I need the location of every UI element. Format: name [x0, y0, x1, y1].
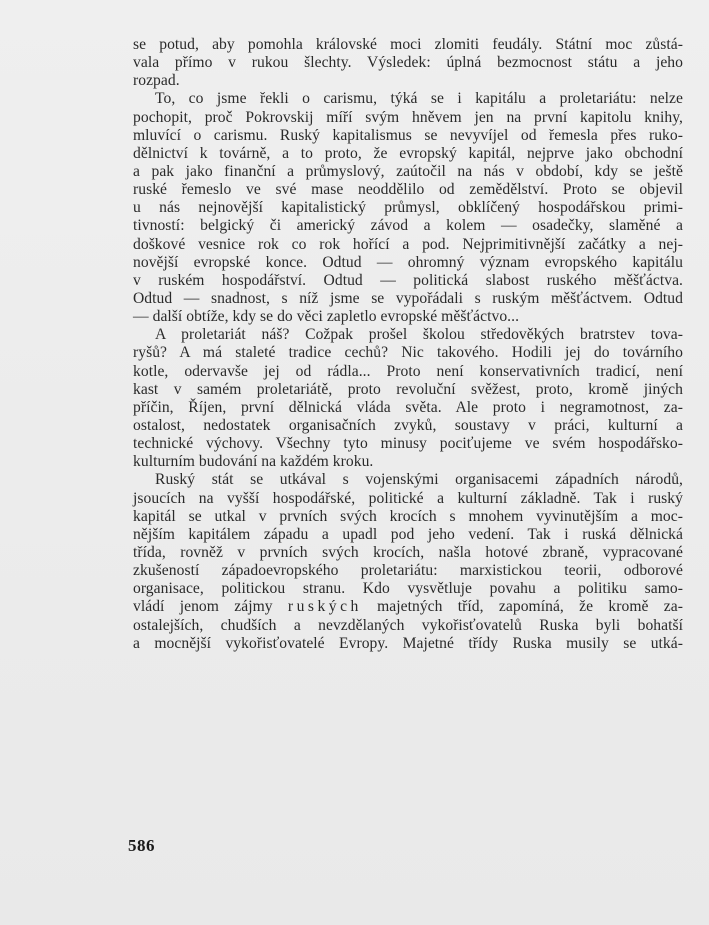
text-line: kulturním budování na každém kroku. [133, 453, 374, 471]
text-fragment: vládí jenom zájmy [133, 598, 288, 616]
text-line: ruské řemeslo ve své mase neoddělilo od zemědělství. Proto se objevil [133, 181, 683, 199]
text-line: a mocnější vykořisťovatelé Evropy. Majetné třídy Ruska musily se utká- [133, 634, 683, 652]
text-line: se potud, aby pomohla královské moci zlomiti feudály. Státní moc zůstá- [133, 36, 683, 53]
body-text [133, 36, 683, 653]
text-line: Odtud — snadnost, s níž jsme se vypořádali s ruským měšťáctvem. Odtud [133, 289, 683, 307]
text-line: — další obtíže, kdy se do věci zapletlo evropské měšťáctvo... [133, 308, 520, 326]
paragraph-first-line: Ruský stát se utkával s vojenskými organisacemi západních národů, [155, 471, 683, 489]
text-line: a pak jako finanční a průmyslový, zaútočil na nás v období, kdy se ještě [133, 162, 683, 180]
text-line: dělnictví k továrně, a to proto, že evropský kapitál, nejprve jako obchodní [133, 144, 683, 162]
text-fragment: majetných tříd, zapomíná, že kromě za- [361, 598, 683, 616]
text-line: v ruském hospodářství. Odtud — politická slabost ruského měšťáctva. [133, 271, 683, 289]
text-line: nějším kapitálem západu a upadl pod jeho vedení. Tak i ruská dělnická [133, 525, 683, 543]
text-line: pochopit, proč Pokrovskij míří svým hněvem jen na první kapitolu knihy, [133, 108, 683, 126]
text-line: kotle, odervavše jej od rádla... Proto není konservativních tradicí, není [133, 362, 683, 380]
text-line: doškové vesnice rok co rok hořící a pod. Nejprimitivnější začátky a nej- [133, 235, 683, 253]
text-line: ostalejších, chudších a nevzdělaných vykořisťovatelů Ruska byli bohatší [133, 616, 683, 634]
text-line: tivností: belgický či americký závod a kolem — osadečky, slaměné a [133, 217, 683, 235]
paragraph-first-line: A proletariát náš? Cožpak prošel školou středověkých bratrstev tova- [155, 326, 683, 344]
text-line: u nás nejnovější kapitalistický průmysl, obklíčený hospodářskou primi- [133, 199, 683, 217]
text-line: ryšů? A má staleté tradice cechů? Nic takového. Hodili jej do továrního [133, 344, 683, 362]
text-line: mluvící o carismu. Ruský kapitalismus se nevyvíjel od řemesla přes ruko- [133, 126, 683, 144]
text-line: novější evropské konce. Odtud — ohromný význam evropského kapitálu [133, 253, 683, 271]
text-line: ostalost, nedostatek organisačních zvyků, soustavy v práci, kulturní a [133, 416, 683, 434]
page-number: 586 [128, 836, 155, 855]
text-line: příčin, Říjen, první dělnická vláda světa. Ale proto i negramotnost, za- [133, 398, 683, 416]
text-line: kapitál se utkal v prvních svých krocích s mnohem vyvinutějším a moc- [133, 507, 683, 525]
text-line: jsoucích na vyšší hospodářské, politické a kulturní základně. Tak i ruský [133, 489, 683, 507]
text-line [133, 598, 683, 616]
text-line: organisace, politickou stranu. Kdo vysvětluje povahu a politiku samo- [133, 580, 683, 598]
text-line: zkušeností západoevropského proletariátu: marxistickou teorii, odborové [133, 562, 683, 580]
text-line: rozpad. [133, 72, 180, 90]
text-line: kast v samém proletariátě, proto revoluční svěžest, proto, kromě jiných [133, 380, 683, 398]
emphasized-spaced-word: ruských [287, 598, 362, 616]
text-line: vala přímo v rukou šlechty. Výsledek: úplná bezmocnost státu a jeho [133, 54, 683, 72]
text-line: technické výchovy. Všechny tyto minusy pociťujeme ve svém hospodářsko- [133, 435, 683, 453]
text-line: třída, rovněž v prvních svých krocích, našla hotové zbraně, vypracované [133, 543, 683, 561]
paragraph-first-line: To, co jsme řekli o carismu, týká se i kapitálu a proletariátu: nelze [155, 90, 683, 108]
